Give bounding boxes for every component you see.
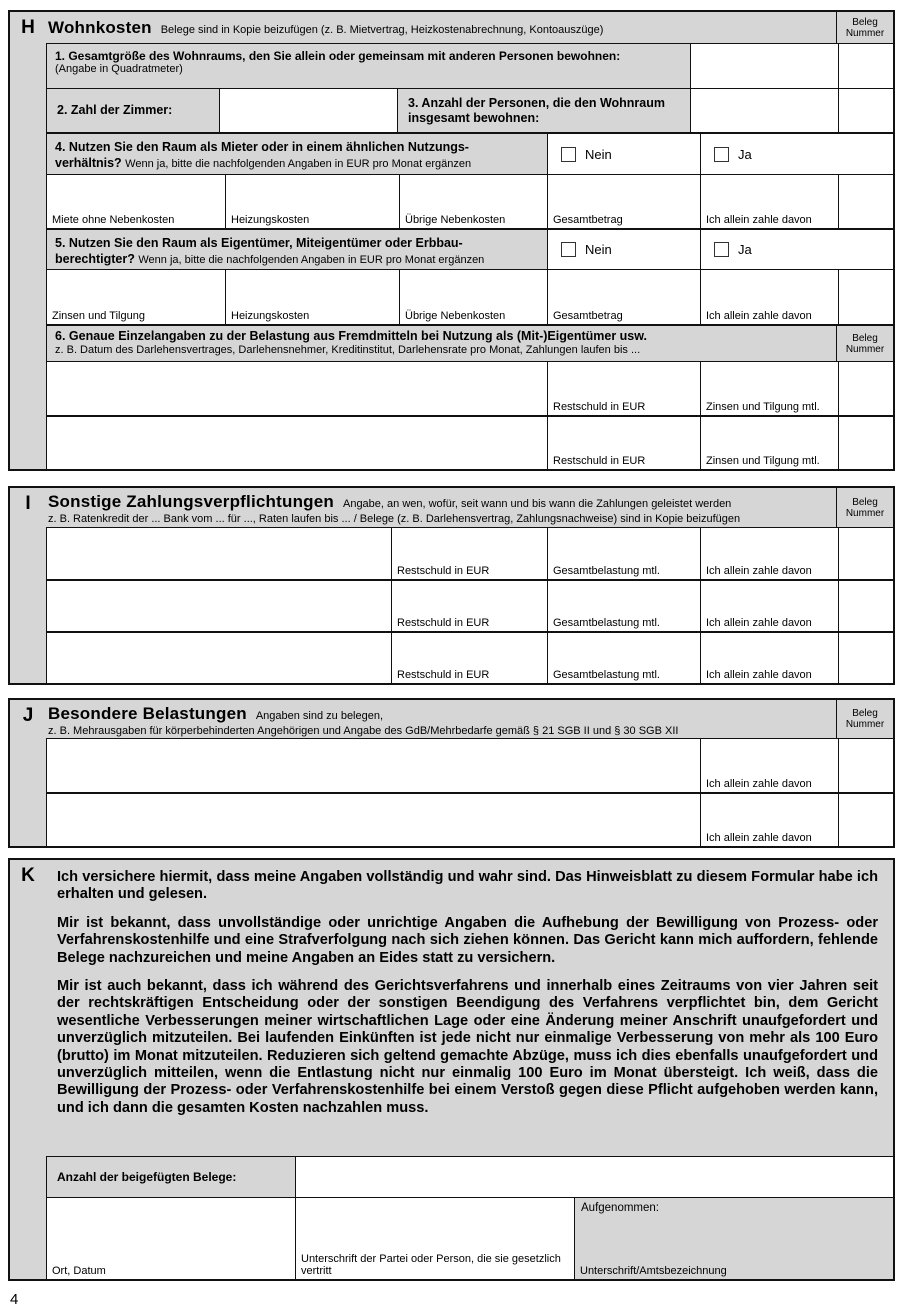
beleg-label-line2: Nummer — [845, 27, 885, 39]
h-q5-nein-option — [547, 230, 700, 269]
h-q5-field-zinsen[interactable] — [47, 270, 225, 324]
field-label: Heizungskosten — [231, 310, 310, 322]
table-row — [47, 43, 893, 88]
h-row3-label: 3. Anzahl der Personen, die den Wohnraum insgesamt bewohnen: — [397, 89, 690, 132]
table-row — [47, 132, 893, 174]
beleg-label-line1: Beleg — [852, 708, 878, 719]
declaration-paragraph-1: Ich versichere hiermit, dass meine Angaben vollständig und wahr sind. Das Hinweisblatt zu diesem Formular habe ich erhalten und gelesen. — [57, 869, 878, 903]
h-q5-field-ich-allein[interactable] — [700, 270, 838, 324]
field-label: Übrige Nebenkosten — [405, 310, 506, 322]
section-k — [8, 858, 895, 1281]
section-i-letter: I — [25, 493, 31, 514]
field-label: Restschuld in EUR — [397, 669, 490, 681]
beleg-label-line2: Nummer — [845, 507, 885, 519]
field-label: Zinsen und Tilgung mtl. — [706, 455, 820, 467]
beleg-label-line1: Beleg — [852, 16, 878, 28]
h-q4-nein-checkbox[interactable] — [561, 147, 576, 162]
h-q4-ja-label: Ja — [738, 146, 752, 162]
section-i-note1: Angabe, an wen, wofür, seit wann und bis wann die Zahlungen geleistet werden — [342, 498, 732, 510]
table-row — [47, 269, 893, 324]
i-beleg-3[interactable] — [838, 633, 893, 683]
beleg-nummer-header — [836, 12, 893, 43]
table-row — [47, 792, 893, 846]
field-label: Gesamtbelastung mtl. — [553, 669, 660, 681]
h-row1-input-cell[interactable] — [690, 44, 838, 88]
beleg-label-line1: Beleg — [852, 496, 878, 508]
beleg-nummer-header — [836, 700, 893, 738]
declaration-paragraph-3: Mir ist auch bekannt, dass ich während des Gerichtsverfahrens und innerhalb eines Zeitraums von vier Jahren seit der rechtskräftigen Entscheidung oder der sonstigen Beendigung des Verfahrens verpflichtet bin, dem Gericht wesentliche Verbesserungen meiner wirtschaftlichen Lage oder eine Änderung meiner Anschrift unaufgefordert und unverzüglich mitzuteilen. Bei laufenden Einkünften ist jede nicht nur einmalige Verbesserung von mehr als 100 Euro (brutto) im Monat mitzuteilen. Reduzieren sich geltend gemachte Abzüge, muss ich dies ebenfalls unaufgefordert und unverzüglich mitteilen, wenn die Entlastung nicht nur einmalig 100 Euro im Monat übersteigt. Ich weiß, dass die Bewilligung der Prozess- oder Verfahrenskostenhilfe bei einem Verstoß gegen diese Pflicht aufgehoben werden kann, und ich dann die gesamten Kosten nachzahlen muss. — [57, 978, 878, 1116]
i-detail-input-3[interactable] — [47, 633, 391, 683]
beleg-nummer-header — [836, 488, 893, 527]
i-beleg-2[interactable] — [838, 581, 893, 631]
i-restschuld-2[interactable] — [391, 581, 547, 631]
field-label: Ich allein zahle davon — [706, 617, 812, 629]
h-q6-beleg-1[interactable] — [838, 362, 893, 415]
field-label: Ich allein zahle davon — [706, 669, 812, 681]
k-sig-place-date-cell[interactable] — [47, 1198, 295, 1279]
section-h — [8, 10, 895, 471]
k-attachments-label: Anzahl der beigefügten Belege: — [57, 1169, 237, 1184]
table-row — [47, 738, 893, 792]
i-ich-allein-3[interactable] — [700, 633, 838, 683]
table-row — [47, 228, 893, 269]
h-q5-field-gesamt[interactable] — [547, 270, 700, 324]
section-j-note2: z. B. Mehrausgaben für körperbehinderten Angehörigen und Angabe des GdB/Mehrbedarfe gemäß § 21 SGB II und § 30 SGB XII — [48, 725, 679, 737]
h-q6-zinsen-2[interactable] — [700, 417, 838, 469]
table-row — [47, 324, 893, 361]
section-h-title-note: Belege sind in Kopie beizufügen (z. B. Mietvertrag, Heizkostenabrechnung, Kontoauszüge) — [160, 24, 604, 36]
table-row — [47, 1156, 893, 1197]
field-label: Zinsen und Tilgung — [52, 310, 145, 322]
h-q5-ja-label: Ja — [738, 242, 752, 257]
table-row — [47, 579, 893, 631]
h-q5-label: 5. Nutzen Sie den Raum als Eigentümer, Miteigentümer oder Erbbau- berechtigter? Wenn ja, bitte die nachfolgenden Angaben in EUR pro Monat ergänzen — [55, 236, 485, 266]
section-i — [8, 486, 895, 685]
h-q4-nein-label: Nein — [585, 146, 612, 162]
section-i-body — [46, 527, 893, 683]
field-label: Heizungskosten — [231, 214, 310, 226]
i-restschuld-1[interactable] — [391, 528, 547, 579]
field-label: Unterschrift der Partei oder Person, die sie gesetzlich vertritt — [301, 1253, 561, 1277]
h-q5-ja-checkbox[interactable] — [714, 242, 729, 257]
h-q6-label: 6. Genaue Einzelangaben zu der Belastung aus Fremdmitteln bei Nutzung als (Mit-)Eigentümer usw. z. B. Datum des Darlehensvertrages, Darlehensnehmer, Kreditinstitut, Darlehensrate pro Monat, Zahlungen laufen bis ... — [55, 329, 647, 356]
i-detail-input-2[interactable] — [47, 581, 391, 631]
j-detail-input-1[interactable] — [47, 739, 700, 792]
section-i-note2: z. B. Ratenkredit der ... Bank vom ... für ..., Raten laufen bis ... / Belege (z. B. Darlehensvertrag, Zahlungsnachweise) sind in Kopie beizufügen — [48, 513, 741, 525]
section-i-header — [10, 488, 893, 527]
i-ich-allein-1[interactable] — [700, 528, 838, 579]
h-q4-nein-option — [547, 134, 700, 174]
h-row3-beleg-cell[interactable] — [838, 89, 893, 132]
i-ich-allein-2[interactable] — [700, 581, 838, 631]
h-q6-zinsen-1[interactable] — [700, 362, 838, 415]
j-beleg-1[interactable] — [838, 739, 893, 792]
field-label: Gesamtbetrag — [553, 310, 623, 322]
h-q4-field-miete[interactable] — [47, 175, 225, 228]
h-q4-ja-checkbox[interactable] — [714, 147, 729, 162]
h-q6-restschuld-2[interactable] — [547, 417, 700, 469]
page-number: 4 — [10, 1291, 19, 1308]
h-q6-detail-input-1[interactable] — [47, 362, 547, 415]
table-row — [47, 361, 893, 415]
i-gesamtbelastung-3[interactable] — [547, 633, 700, 683]
recorded-label: Aufgenommen: — [581, 1202, 659, 1214]
h-row1-beleg-cell[interactable] — [838, 44, 893, 88]
table-row — [47, 415, 893, 469]
field-label: Zinsen und Tilgung mtl. — [706, 401, 820, 413]
j-detail-input-2[interactable] — [47, 794, 700, 846]
table-row — [47, 88, 893, 132]
k-sig-party-cell[interactable] — [295, 1198, 574, 1279]
section-j-header — [10, 700, 893, 738]
h-q4-ja-option — [700, 134, 893, 174]
field-label: Restschuld in EUR — [397, 565, 490, 577]
field-label: Ich allein zahle davon — [706, 565, 812, 577]
section-j — [8, 698, 895, 848]
section-h-title: Wohnkosten — [48, 18, 152, 37]
h-q5-ja-option — [700, 230, 893, 269]
field-label: Ort, Datum — [52, 1265, 106, 1277]
table-row — [47, 1197, 893, 1279]
field-label: Restschuld in EUR — [553, 455, 646, 467]
field-label: Restschuld in EUR — [397, 617, 490, 629]
section-j-title: Besondere Belastungen — [48, 704, 247, 723]
field-label: Übrige Nebenkosten — [405, 214, 506, 226]
section-j-note1: Angaben sind zu belegen, — [255, 710, 384, 722]
section-h-letter: H — [21, 17, 35, 38]
field-label: Gesamtbelastung mtl. — [553, 617, 660, 629]
h-q5-field-uebrige[interactable] — [399, 270, 547, 324]
field-label: Gesamtbetrag — [553, 214, 623, 226]
h-row3-input-cell[interactable] — [690, 89, 838, 132]
h-q6-beleg-2[interactable] — [838, 417, 893, 469]
j-ich-allein-1[interactable] — [700, 739, 838, 792]
field-label: Ich allein zahle davon — [706, 310, 812, 322]
j-ich-allein-2[interactable] — [700, 794, 838, 846]
h-row2-input-cell[interactable] — [219, 89, 397, 132]
h-q4-field-ich-allein[interactable] — [700, 175, 838, 228]
table-row — [47, 174, 893, 228]
declaration-paragraph-2: Mir ist bekannt, dass unvollständige oder unrichtige Angaben die Aufhebung der Bewilligung von Prozess- oder Verfahrenskostenhilfe und eine Strafverfolgung nach sich ziehen können. Das Gericht kann mich auffordern, fehlende Belege nachzureichen und meine Angaben an Eides statt zu versichern. — [57, 914, 878, 966]
h-q4-beleg-cell[interactable] — [838, 175, 893, 228]
h-q5-nein-checkbox[interactable] — [561, 242, 576, 257]
beleg-label-line2: Nummer — [845, 719, 885, 730]
i-restschuld-3[interactable] — [391, 633, 547, 683]
h-q4-field-heizung[interactable] — [225, 175, 399, 228]
beleg-nummer-header — [836, 326, 893, 361]
table-row — [47, 631, 893, 683]
i-beleg-1[interactable] — [838, 528, 893, 579]
k-attachments-input-cell[interactable] — [295, 1157, 893, 1197]
beleg-label-line1: Beleg — [852, 332, 878, 344]
h-row2-label: 2. Zahl der Zimmer: — [57, 103, 173, 117]
h-q6-detail-input-2[interactable] — [47, 417, 547, 469]
i-gesamtbelastung-2[interactable] — [547, 581, 700, 631]
section-h-body — [46, 43, 893, 469]
h-q5-beleg-cell[interactable] — [838, 270, 893, 324]
section-i-title: Sonstige Zahlungsverpflichtungen — [48, 492, 334, 511]
section-h-header — [10, 12, 893, 43]
field-label: Miete ohne Nebenkosten — [52, 214, 175, 226]
beleg-label-line2: Nummer — [845, 343, 885, 355]
h-q4-field-gesamt[interactable] — [547, 175, 700, 228]
field-label: Restschuld in EUR — [553, 401, 646, 413]
k-recorded-cell[interactable] — [574, 1198, 893, 1279]
section-k-bottom — [46, 1156, 893, 1279]
h-q5-nein-label: Nein — [585, 242, 612, 257]
section-j-letter: J — [22, 705, 34, 726]
section-j-body — [46, 738, 893, 846]
section-k-letter: K — [21, 865, 35, 886]
field-label: Gesamtbelastung mtl. — [553, 565, 660, 577]
declaration-text — [46, 860, 893, 1156]
field-label: Ich allein zahle davon — [706, 214, 812, 226]
field-label: Ich allein zahle davon — [706, 778, 812, 790]
h-q5-field-heizung[interactable] — [225, 270, 399, 324]
table-row — [47, 527, 893, 579]
i-detail-input-1[interactable] — [47, 528, 391, 579]
h-row1-label: 1. Gesamtgröße des Wohnraums, den Sie allein oder gemeinsam mit anderen Personen bewohnen: (Angabe in Quadratmeter) — [55, 49, 621, 75]
h-q4-field-uebrige[interactable] — [399, 175, 547, 228]
j-beleg-2[interactable] — [838, 794, 893, 846]
field-label: Ich allein zahle davon — [706, 832, 812, 844]
h-q6-restschuld-1[interactable] — [547, 362, 700, 415]
h-q4-label: 4. Nutzen Sie den Raum als Mieter oder in einem ähnlichen Nutzungs- verhältnis? Wenn ja, bitte die nachfolgenden Angaben in EUR pro Monat ergänzen — [55, 140, 472, 170]
field-label: Unterschrift/Amtsbezeichnung — [580, 1265, 727, 1277]
i-gesamtbelastung-1[interactable] — [547, 528, 700, 579]
